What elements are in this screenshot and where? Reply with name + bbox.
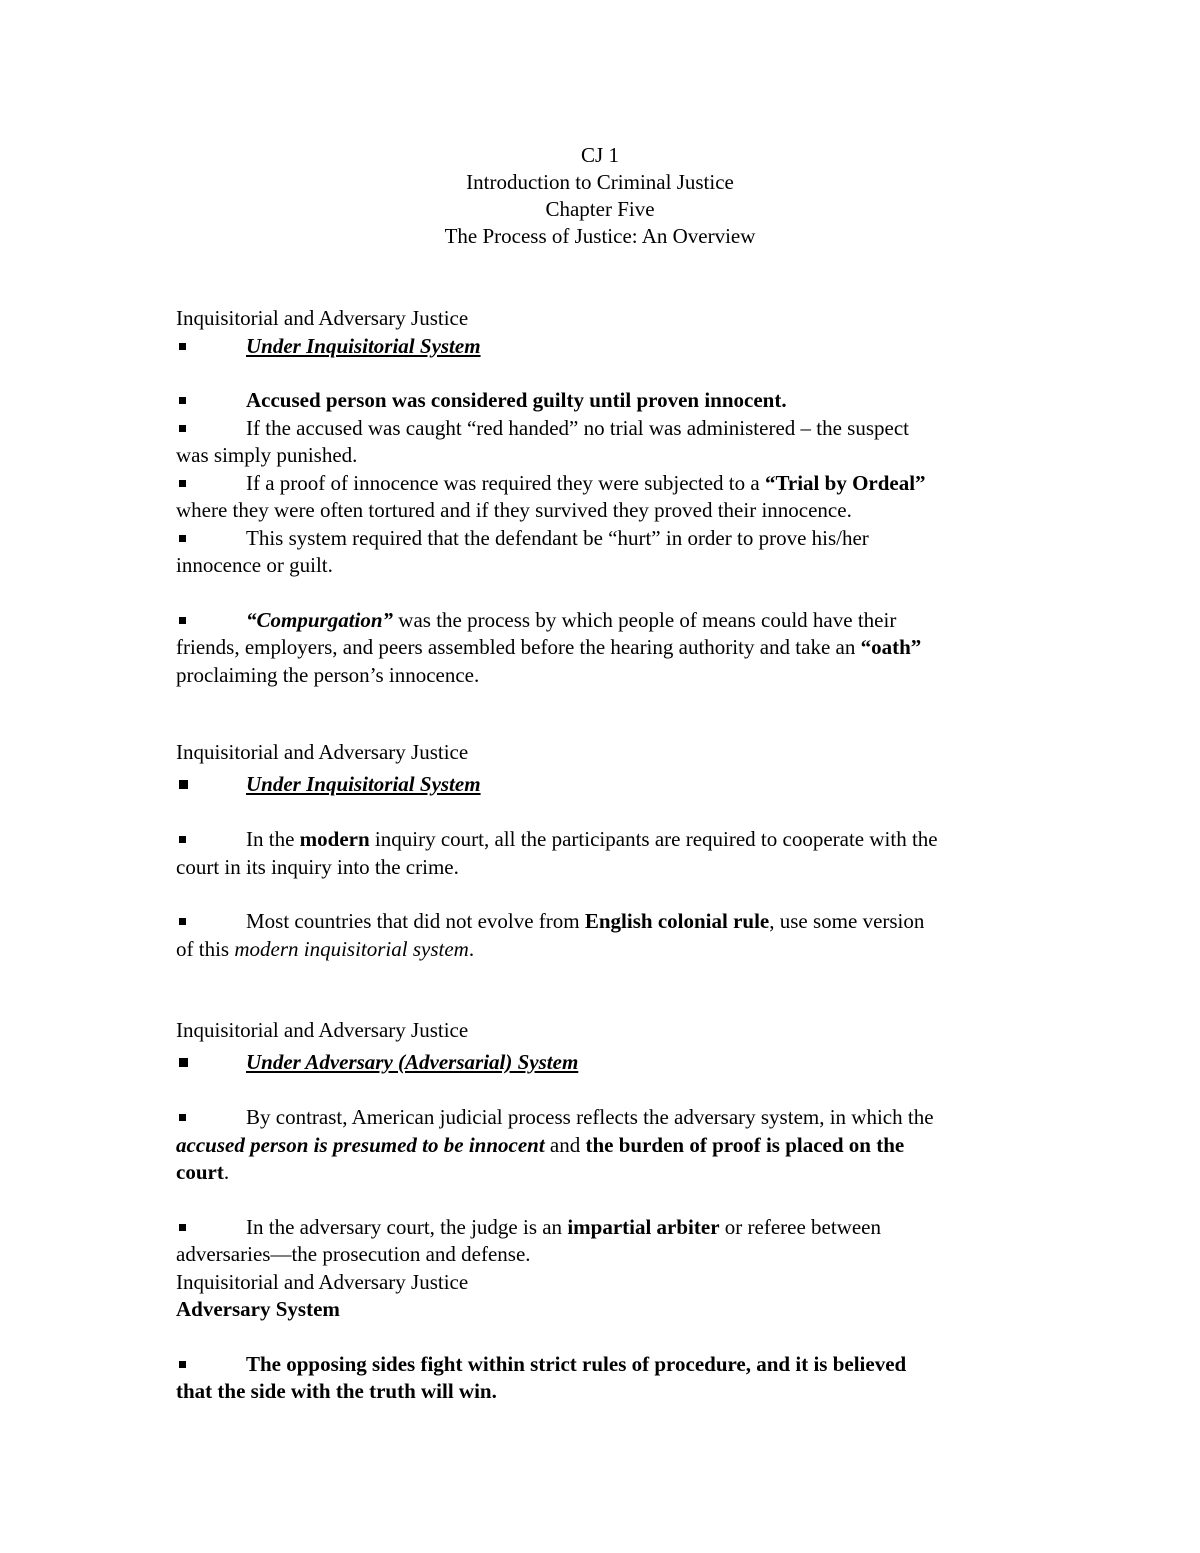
section-title: Inquisitorial and Adversary Justice — [176, 1269, 469, 1294]
document-header — [0, 142, 1200, 250]
section-3 — [176, 1017, 1036, 1406]
section-subheading: Under Adversary (Adversarial) System — [246, 1049, 579, 1074]
bullet-item: Most countries that did not evolve from English colonial rule, use some version — [176, 908, 1036, 936]
course-code: CJ 1 — [581, 143, 619, 167]
bullet-icon — [176, 470, 246, 498]
bullet-icon — [176, 1049, 246, 1077]
bullet-continuation: was simply punished. — [176, 443, 358, 467]
section-title: Inquisitorial and Adversary Justice — [176, 306, 469, 330]
section-subheading: Under Inquisitorial System — [246, 333, 481, 358]
section-title: Inquisitorial and Adversary Justice — [176, 1018, 469, 1042]
section-subheading: Under Inquisitorial System — [246, 771, 481, 796]
bullet-icon — [176, 525, 246, 553]
section-subheading-row — [176, 1049, 1036, 1077]
bullet-icon — [176, 826, 246, 854]
section-subheading: Adversary System — [176, 1297, 340, 1321]
bullet-icon — [176, 1351, 246, 1379]
bullet-continuation: adversaries—the prosecution and defense. — [176, 1242, 531, 1266]
bullet-item: In the modern inquiry court, all the participants are required to cooperate with the — [176, 826, 1036, 854]
bullet-icon — [176, 387, 246, 415]
bullet-icon — [176, 1104, 246, 1132]
bullet-item: This system required that the defendant be “hurt” in order to prove his/her — [176, 525, 1036, 553]
bullet-continuation: friends, employers, and peers assembled before the hearing authority and take an “oath” — [176, 635, 922, 659]
bullet-continuation: proclaiming the person’s innocence. — [176, 662, 480, 687]
section-1 — [176, 305, 1036, 689]
bullet-item: “Compurgation” was the process by which people of means could have their — [176, 607, 1036, 635]
section-title: Inquisitorial and Adversary Justice — [176, 740, 469, 764]
bullet-icon — [176, 607, 246, 635]
bullet-item: By contrast, American judicial process reflects the adversary system, in which the — [176, 1104, 1036, 1132]
section-subheading-row — [176, 333, 1036, 361]
section-subheading-row — [176, 771, 1036, 799]
bullet-item: Accused person was considered guilty until proven innocent. — [176, 387, 1036, 415]
chapter-label: Chapter Five — [545, 197, 655, 221]
bullet-item: If a proof of innocence was required they were subjected to a “Trial by Ordeal” — [176, 470, 1036, 498]
bullet-icon — [176, 415, 246, 443]
bullet-icon — [176, 1214, 246, 1242]
bullet-continuation: court in its inquiry into the crime. — [176, 854, 459, 879]
course-title: Introduction to Criminal Justice — [466, 170, 734, 194]
bullet-continuation: innocence or guilt. — [176, 553, 333, 577]
bullet-continuation: that the side with the truth will win. — [176, 1379, 497, 1403]
bullet-continuation: court. — [176, 1160, 230, 1184]
bullet-continuation: of this modern inquisitorial system. — [176, 936, 475, 961]
bullet-continuation: accused person is presumed to be innocent and the burden of proof is placed on the — [176, 1132, 905, 1157]
bullet-icon — [176, 908, 246, 936]
bullet-continuation: where they were often tortured and if they survived they proved their innocence. — [176, 498, 852, 522]
section-2 — [176, 739, 1036, 963]
chapter-title: The Process of Justice: An Overview — [444, 224, 756, 248]
bullet-item: The opposing sides fight within strict rules of procedure, and it is believed — [176, 1351, 1036, 1379]
bullet-item: In the adversary court, the judge is an impartial arbiter or referee between — [176, 1214, 1036, 1242]
bullet-icon — [176, 333, 246, 361]
bullet-item: If the accused was caught “red handed” no trial was administered – the suspect — [176, 415, 1036, 443]
bullet-icon — [176, 771, 246, 799]
